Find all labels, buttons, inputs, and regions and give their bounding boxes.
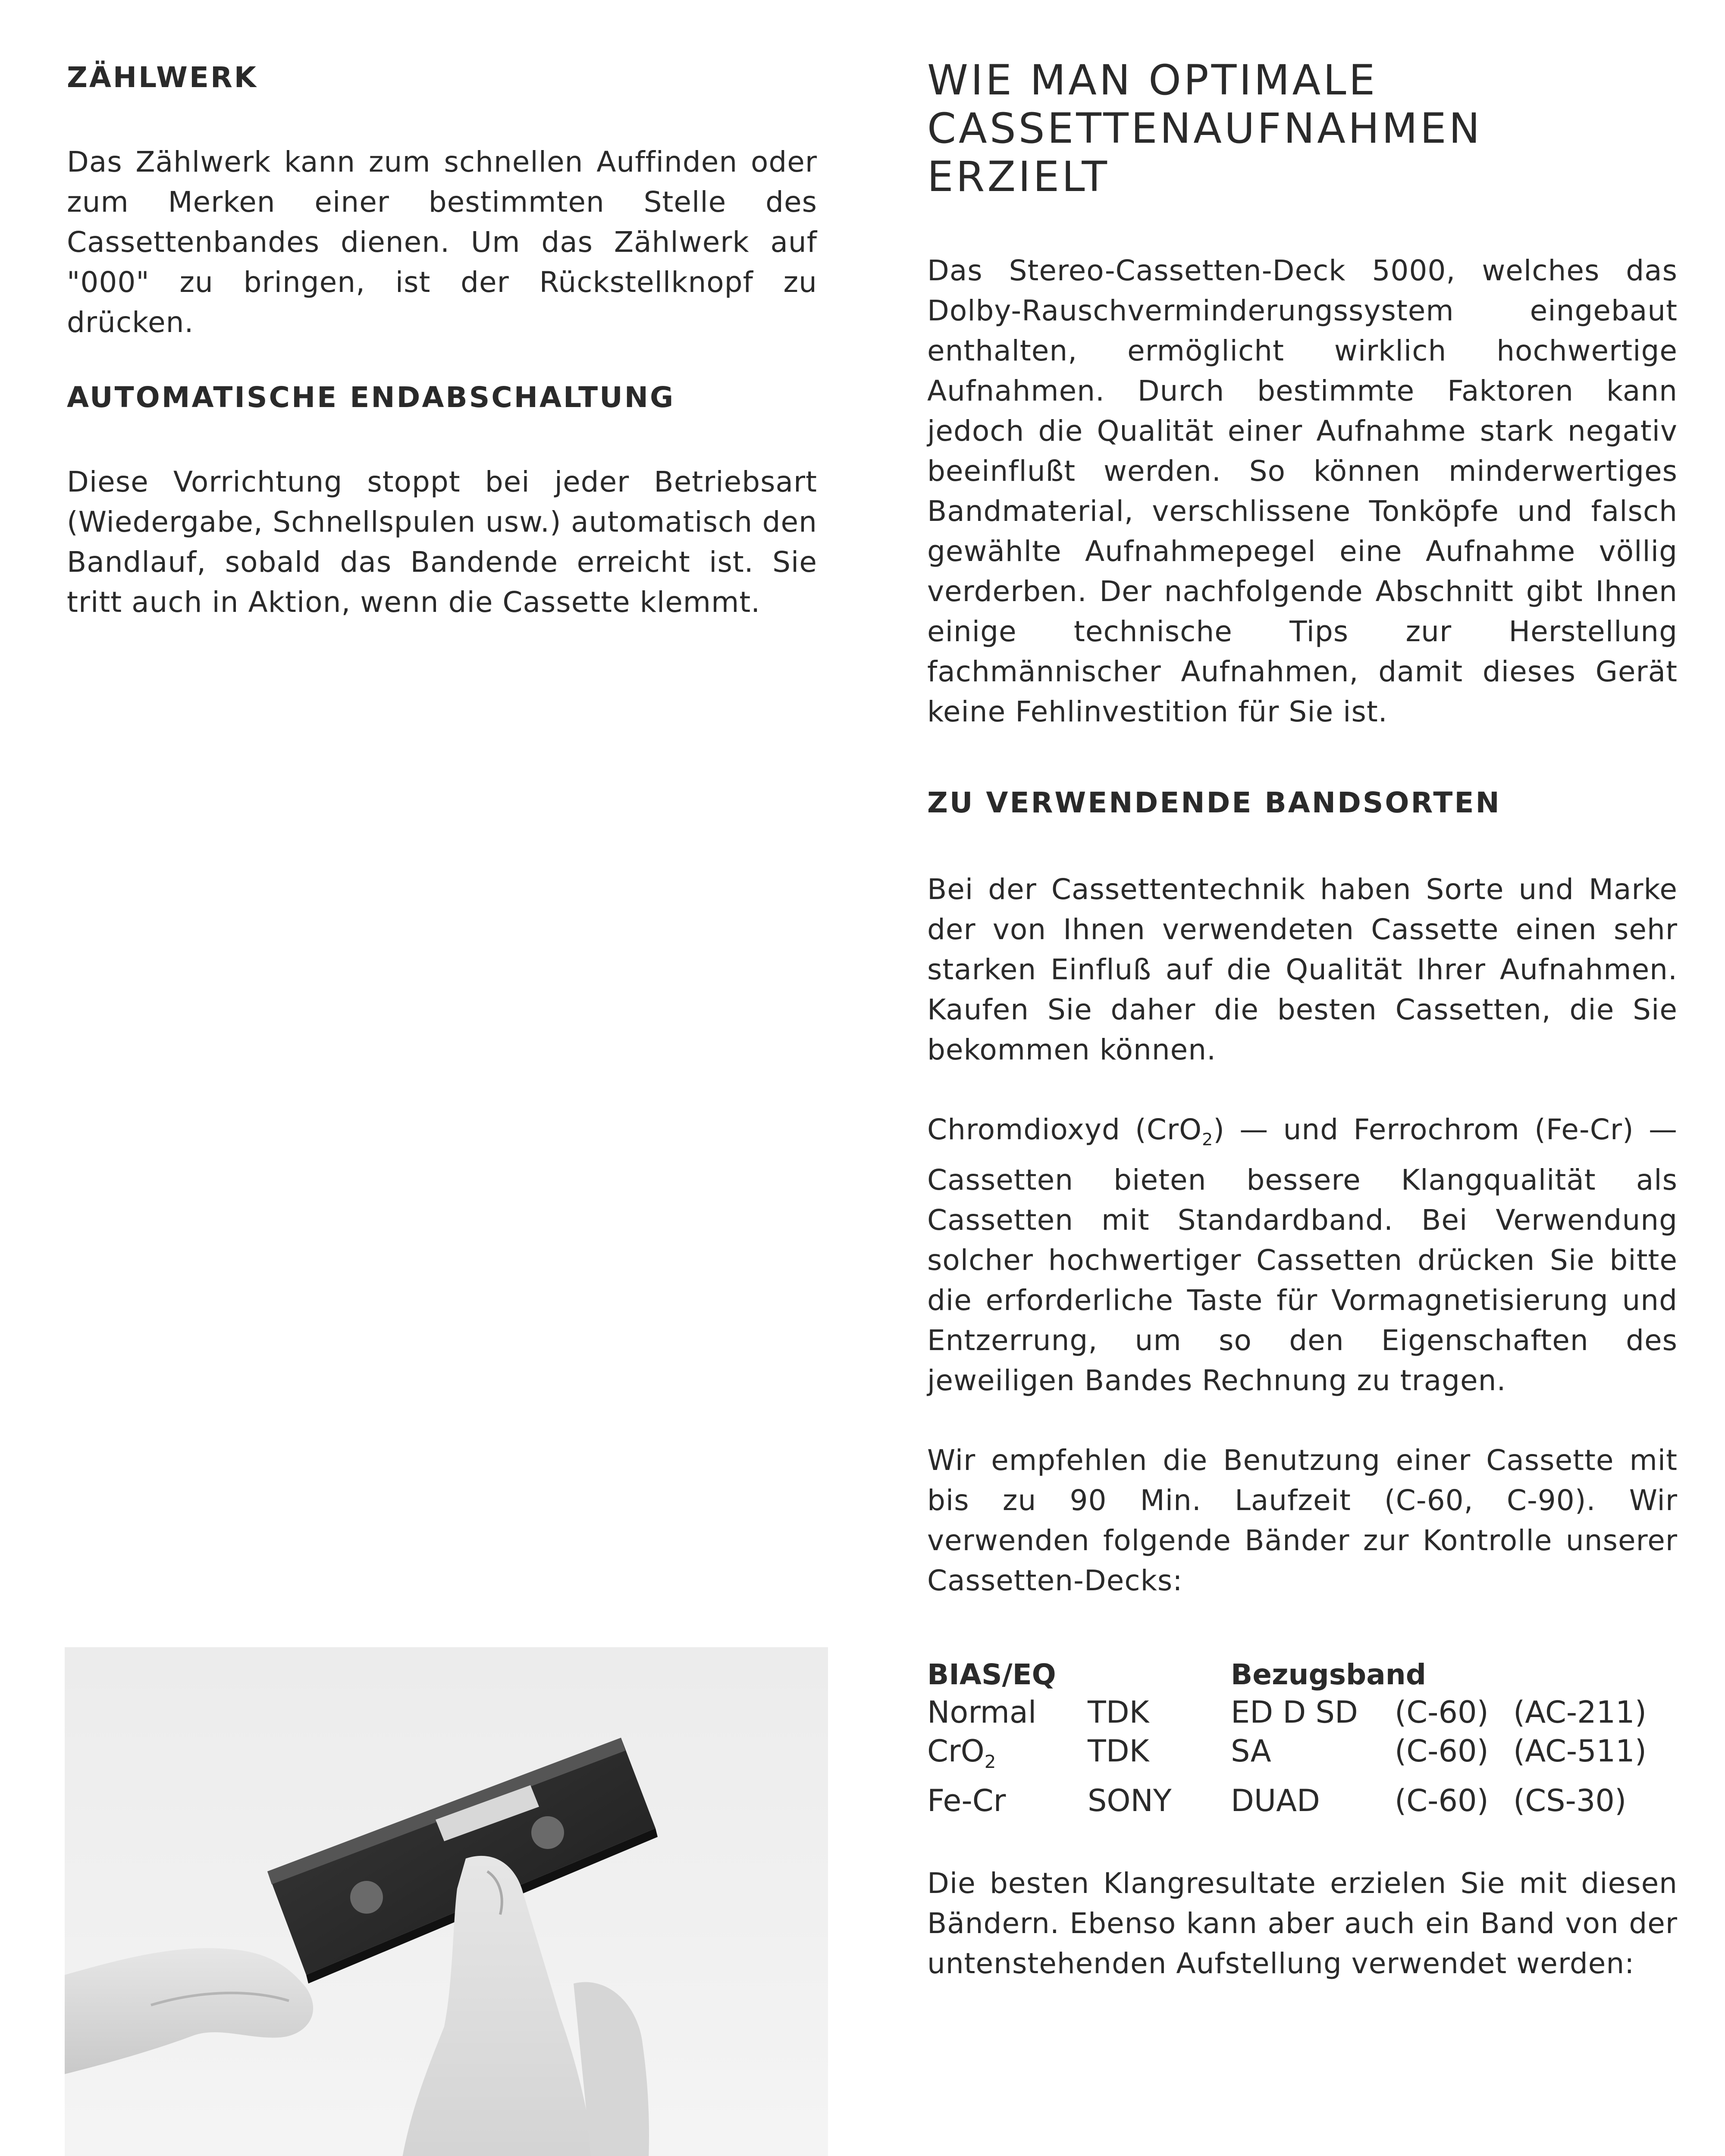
table-row: [927, 1732, 1647, 1781]
row-bias: Normal: [927, 1695, 1037, 1730]
counter-text: Das Zählwerk kann zum schnellen Auffinden oder zum Merken einer bestimmten Stelle des Cassettenbandes dienen. Um das Zählwerk auf "000" zu bringen, ist der Rückstellknopf zu drücken.: [67, 145, 817, 339]
section-title-line-2: CASSETTENAUFNAHMEN: [927, 104, 1483, 153]
row-code: (AC-211): [1513, 1695, 1647, 1730]
row-bias: [927, 1732, 1088, 1781]
table-header-empty: [1088, 1657, 1231, 1693]
row-length: (C-60): [1395, 1695, 1489, 1730]
section-title: [927, 56, 1678, 201]
counter-heading: ZÄHLWERK: [67, 61, 258, 94]
ferrochrome-text: ) — und Ferrochrom (Fe-Cr) — Cassetten bieten bessere Klangqualität als Cassetten mit Standardband. Bei Verwendung solcher hochwertiger Cassetten drücken Sie bitte die erforderliche Taste für Vormagnetisierung und Entzerrung, um so den Eigenschaften des jeweiligen Bandes Rechnung zu tragen.: [927, 1113, 1678, 1398]
autostop-text: Diese Vorrichtung stoppt bei jeder Betriebsart (Wiedergabe, Schnellspulen usw.) automatisch den Bandlauf, sobald das Bandende erreicht ist. Sie tritt auch in Aktion, wenn die Cassette klemmt.: [67, 465, 817, 619]
tape-types-paragraph-3: Wir empfehlen die Benutzung einer Cassette mit bis zu 90 Min. Laufzeit (C-60, C-90). Wir verwenden folgende Bänder zur Kontrolle unserer Cassetten-Decks:: [927, 1444, 1678, 1598]
table-row: [927, 1693, 1647, 1732]
section-title-line-1: WIE MAN OPTIMALE: [927, 56, 1378, 104]
section-title-line-3: ERZIELT: [927, 153, 1110, 201]
table-row: [927, 1781, 1647, 1820]
row-length: (C-60): [1395, 1733, 1489, 1769]
cassette-photo: [65, 1647, 828, 2156]
cassette-hands-illustration: [65, 1647, 828, 2156]
left-column: [67, 56, 817, 622]
row-code: (AC-511): [1513, 1733, 1647, 1769]
row-bias: Fe-Cr: [927, 1783, 1006, 1819]
table-header-reference: Bezugsband: [1231, 1658, 1427, 1692]
row-bias-text: CrO: [927, 1733, 985, 1769]
row-bias-subscript: 2: [984, 1751, 996, 1773]
row-brand: TDK: [1088, 1733, 1149, 1769]
row-brand: SONY: [1088, 1783, 1172, 1819]
table-header-row: [927, 1657, 1647, 1693]
tape-types-heading: ZU VERWENDENDE BANDSORTEN: [927, 786, 1501, 819]
right-column: [927, 56, 1678, 1984]
autostop-heading: AUTOMATISCHE ENDABSCHALTUNG: [67, 381, 675, 414]
row-brand: TDK: [1088, 1695, 1149, 1730]
subscript-2: 2: [1202, 1130, 1214, 1150]
tape-types-paragraph-1: Bei der Cassettentechnik haben Sorte und Marke der von Ihnen verwendeten Cassette einen sehr starken Einfluß auf die Qualität Ihrer Aufnahmen. Kaufen Sie daher die besten Cassetten, die Sie bekommen können.: [927, 873, 1678, 1067]
chromium-dioxide-text: Chromdioxyd (CrO: [927, 1113, 1202, 1147]
row-type: ED D SD: [1231, 1695, 1358, 1730]
row-code: (CS-30): [1513, 1783, 1627, 1819]
reference-tape-table: [927, 1657, 1647, 1820]
row-type: SA: [1231, 1733, 1271, 1769]
table-header-bias: BIAS/EQ: [927, 1658, 1056, 1692]
tape-types-paragraph-4: Die besten Klangresultate erzielen Sie mit diesen Bändern. Ebenso kann aber auch ein Band von der untenstehenden Aufstellung verwendet werden:: [927, 1867, 1678, 1981]
row-length: (C-60): [1395, 1783, 1489, 1819]
intro-paragraph: Das Stereo-Cassetten-Deck 5000, welches das Dolby-Rauschverminderungssystem eingebaut enthalten, ermöglicht wirklich hochwertige Aufnahmen. Durch bestimmte Faktoren kann jedoch die Qualität einer Aufnahme stark negativ beeinflußt werden. So können minderwertiges Bandmaterial, verschlissene Tonköpfe und falsch gewählte Aufnahmepegel eine Aufnahme völlig verderben. Der nachfolgende Abschnitt gibt Ihnen einige technische Tips zur Herstellung fachmännischer Aufnahmen, damit dieses Gerät keine Fehlinvestition für Sie ist.: [927, 254, 1678, 728]
row-type: DUAD: [1231, 1783, 1320, 1819]
tape-types-paragraph-2: [927, 1109, 1678, 1401]
